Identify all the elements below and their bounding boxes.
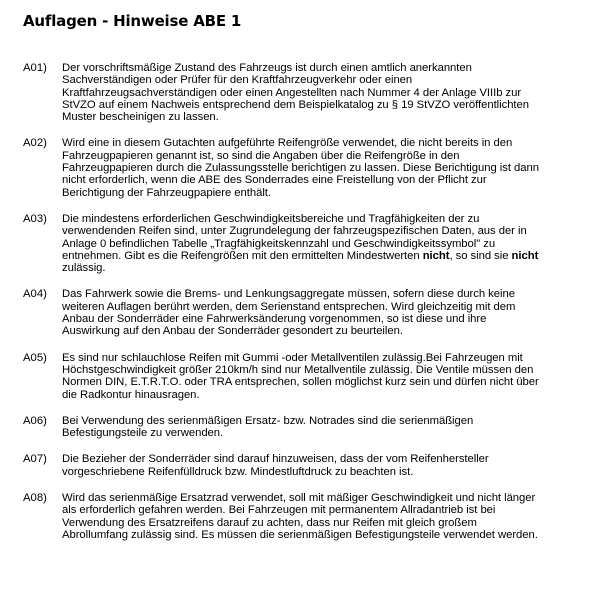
requirement-text: Bei Verwendung des serienmäßigen Ersatz- bzw. Notrades sind die serienmäßigen Befestigungsteile zu verwenden. bbox=[62, 414, 474, 440]
requirement-text-part: zulässig. bbox=[62, 262, 106, 275]
requirement-code: A03) bbox=[23, 212, 47, 225]
requirement-a07 bbox=[0, 453, 589, 478]
emphasis-not: nicht bbox=[511, 249, 539, 262]
requirements-list bbox=[0, 62, 589, 555]
requirement-text: Wird eine in diesem Gutachten aufgeführte Reifengröße verwendet, die nicht bereits in den Fahrzeugpapieren genannt ist, so sind die Angaben über die Reifengröße in den Fahrzeugpapieren durch die Zulassungsstelle berichtigen zu lassen. Diese Berichtigung ist dann nicht erforderlich, wenn die ABE des Sonderrades eine Freistellung von der Pflicht zur Berichtigung der Fahrzeugpapiere enthält. bbox=[62, 137, 539, 199]
requirement-code: A06) bbox=[23, 414, 47, 427]
requirement-a02 bbox=[0, 137, 589, 198]
requirement-code: A02) bbox=[23, 137, 47, 150]
requirement-text: Es sind nur schlauchlose Reifen mit Gummi -oder Metallventilen zulässig.Bei Fahrzeugen mit Höchstgeschwindigkeit größer 210km/h sind nur Metallventile zulässig. Die Ventile müssen den Normen DIN, E.T.R.T.O. oder TRA entsprechen, sollen möglichst kurz sein und dürfen nicht über die Radkontur hinausragen. bbox=[62, 351, 539, 401]
requirement-text: Die Bezieher der Sonderräder sind darauf hinzuweisen, dass der vom Reifenhersteller vorgeschriebene Reifenfülldruck bzw. Mindestluftdruck zu beachten ist. bbox=[62, 453, 489, 478]
requirement-a03 bbox=[0, 213, 589, 274]
requirement-a06 bbox=[0, 415, 589, 440]
requirement-code: A08) bbox=[23, 492, 47, 505]
requirement-text: Der vorschriftsmäßige Zustand des Fahrzeugs ist durch einen amtlich anerkannten Sachverständigen oder Prüfer für den Kraftfahrzeugverkehr oder einen Kraftfahrzeugsachverständigen oder einen Angestellten nach Nummer 4 der Anlage VIIIb zur StVZO auf einem Nachweis entsprechend dem Beispielkatalog zu § 19 StVZO veröffentlichten Muster bescheinigen zu lassen. bbox=[62, 62, 529, 124]
requirement-a08 bbox=[0, 492, 589, 541]
document-title: Auflagen - Hinweise ABE 1 bbox=[23, 12, 242, 30]
requirement-a01 bbox=[0, 62, 589, 123]
requirement-a04 bbox=[0, 288, 589, 337]
requirement-code: A07) bbox=[23, 453, 47, 466]
requirement-text-part: Die mindestens erforderlichen Geschwindigkeitsbereiche und Tragfähigkeiten der zu verwendenden Reifen sind, unter Zugrundelegung der fahrzeugspezifischen Daten, aus der in Anlage 0 befindlichen Tabelle „Tragfähigkeitskennzahl und Geschwindigkeitssymbol" zu entnehmen. Gibt es die Reifengrößen mit den ermittelten Mindestwerten bbox=[62, 212, 527, 262]
requirement-text: Wird das serienmäßige Ersatzrad verwendet, soll mit mäßiger Geschwindigkeit und nicht länger als erforderlich gefahren werden. Bei Fahrzeugen mit permanentem Allradantrieb ist bei Verwendung des Ersatzreifens darauf zu achten, dass nur Reifen mit gleich großem Abrollumfang zulässig sind. Es müssen die serienmäßigen Befestigungsteile verwendet werden. bbox=[62, 492, 538, 541]
requirement-code: A04) bbox=[23, 288, 47, 301]
requirement-code: A05) bbox=[23, 351, 47, 364]
requirement-code: A01) bbox=[23, 62, 47, 74]
emphasis-not: nicht bbox=[422, 249, 450, 262]
requirement-text-part: , so sind sie bbox=[449, 249, 512, 262]
requirement-text bbox=[62, 213, 542, 274]
requirement-a05 bbox=[0, 352, 589, 401]
requirement-text: Das Fahrwerk sowie die Brems- und Lenkungsaggregate müssen, sofern diese durch keine weiteren Auflagen berührt werden, dem Serienstand entsprechen. Wird gleichzeitig mit dem Anbau der Sonderräder eine Fahrwerksänderung vorgenommen, so ist diese und ihre Auswirkung auf den Anbau der Sonderräder gesondert zu beurteilen. bbox=[62, 288, 516, 338]
